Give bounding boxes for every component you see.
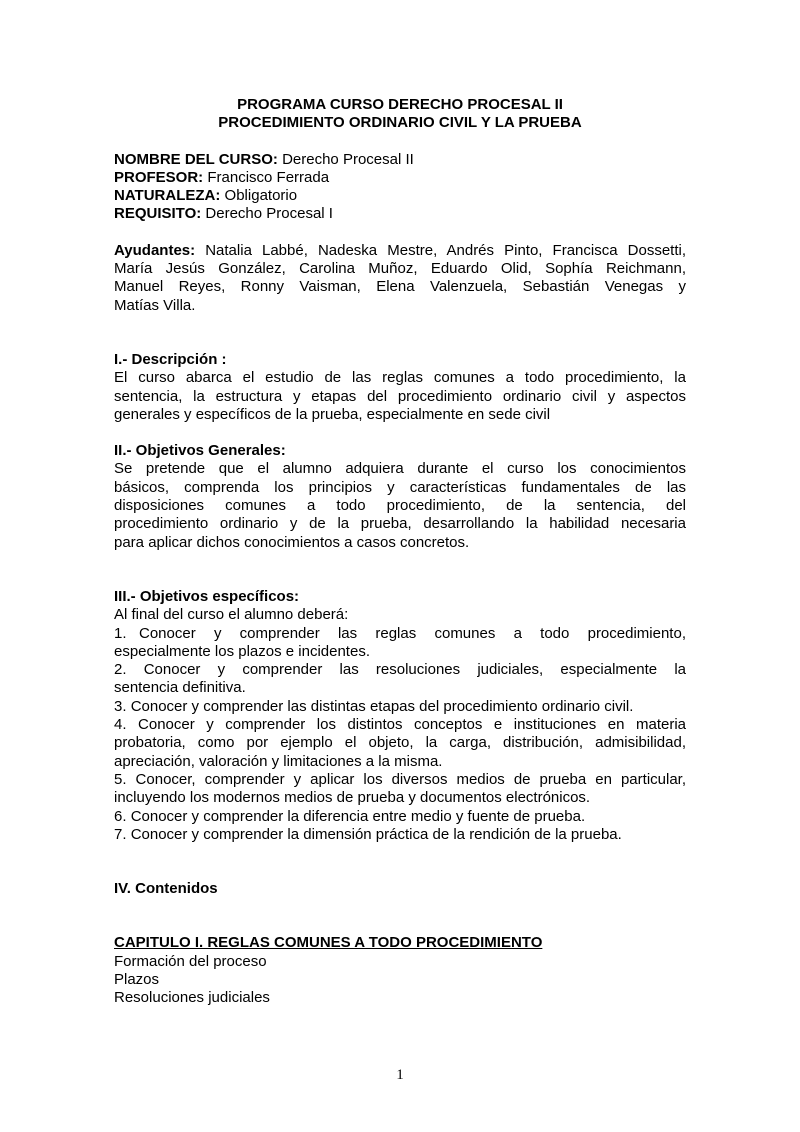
item-number: 7. — [114, 825, 127, 843]
field-value: Francisco Ferrada — [207, 168, 330, 186]
assistants-line: Matías Villa. — [114, 296, 196, 314]
chapter-topic: Formación del proceso — [114, 952, 267, 970]
item-text: Conocer y comprender las reglas comunes a todo procedimiento, — [139, 624, 686, 642]
paragraph-line: procedimiento ordinario y de la prueba, desarrollando la habilidad necesaria — [114, 515, 686, 533]
objective-item — [114, 826, 686, 844]
objective-item — [114, 625, 686, 662]
field-label: PROFESOR: — [114, 168, 204, 186]
paragraph-line: generales y específicos de la prueba, especialmente en sede civil — [114, 405, 551, 423]
page-number: 1 — [396, 1067, 404, 1083]
section-heading: I.- Descripción : — [114, 350, 227, 368]
item-text: Conocer y comprender los distintos conceptos e instituciones en materia — [138, 716, 686, 734]
field-value: Obligatorio — [224, 187, 298, 205]
item-text: probatoria, como por ejemplo el objeto, la carga, distribución, admisibilidad, — [114, 734, 686, 752]
objective-item — [114, 661, 686, 698]
assistants-line: María Jesús González, Carolina Muñoz, Eduardo Olid, Sophía Reichmann, — [114, 260, 686, 278]
field-label: NATURALEZA: — [114, 187, 221, 205]
item-number: 2. — [114, 661, 127, 679]
item-number: 1. — [114, 624, 127, 642]
title-line-2: PROCEDIMIENTO ORDINARIO CIVIL Y LA PRUEBA — [218, 114, 582, 132]
objective-item — [114, 771, 686, 808]
requirement-row — [114, 205, 686, 223]
nature-row — [114, 187, 686, 205]
section-heading: II.- Objetivos Generales: — [114, 442, 286, 460]
field-label: REQUISITO: — [114, 205, 202, 223]
course-name-row — [114, 151, 686, 169]
document-page — [114, 96, 686, 1008]
item-text: Conocer, comprender y aplicar los diversos medios de prueba en particular, — [135, 770, 686, 788]
assistants-label: Ayudantes: — [114, 241, 196, 259]
assistants-line: Natalia Labbé, Nadeska Mestre, Andrés Pinto, Francisca Dossetti, — [205, 241, 686, 259]
item-text: sentencia definitiva. — [114, 679, 246, 697]
item-number: 5. — [114, 770, 127, 788]
item-text: Conocer y comprender la dimensión práctica de la rendición de la prueba. — [130, 825, 622, 843]
field-value: Derecho Procesal II — [282, 150, 414, 168]
item-number: 6. — [114, 807, 127, 825]
title-line-1: PROGRAMA CURSO DERECHO PROCESAL II — [237, 96, 563, 113]
chapter-topic: Resoluciones judiciales — [114, 989, 270, 1007]
chapter-title: CAPITULO I. REGLAS COMUNES A TODO PROCEDIMIENTO — [114, 934, 543, 952]
field-label: NOMBRE DEL CURSO: — [114, 150, 278, 168]
paragraph-line: El curso abarca el estudio de las reglas comunes a todo procedimiento, la — [114, 369, 686, 387]
paragraph-line: para aplicar dichos conocimientos a casos concretos. — [114, 533, 470, 551]
section-contents — [114, 880, 686, 1007]
paragraph-line: básicos, comprenda los principios y características fundamentales de las — [114, 478, 686, 496]
item-number: 3. — [114, 697, 127, 715]
objective-item — [114, 808, 686, 826]
professor-row — [114, 169, 686, 187]
field-value: Derecho Procesal I — [205, 205, 333, 223]
course-info — [114, 151, 686, 224]
chapter-topic: Plazos — [114, 970, 160, 988]
assistants-paragraph — [114, 242, 686, 315]
item-text: Conocer y comprender las distintas etapas del procedimiento ordinario civil. — [130, 697, 634, 715]
item-text: apreciación, valoración y limitaciones a la misma. — [114, 752, 443, 770]
item-text: Conocer y comprender las resoluciones judiciales, especialmente la — [143, 661, 686, 679]
item-number: 4. — [114, 716, 127, 734]
item-text: Conocer y comprender la diferencia entre medio y fuente de prueba. — [130, 807, 586, 825]
objective-item — [114, 716, 686, 771]
section-heading: IV. Contenidos — [114, 880, 218, 898]
paragraph-line: Se pretende que el alumno adquiera durante el curso los conocimientos — [114, 460, 686, 478]
section-heading: III.- Objetivos específicos: — [114, 587, 300, 605]
section-description — [114, 351, 686, 424]
objective-item — [114, 698, 686, 716]
assistants-line: Manuel Reyes, Ronny Vaisman, Elena Valenzuela, Sebastián Venegas y — [114, 278, 686, 296]
section-general-objectives — [114, 442, 686, 552]
section-specific-objectives — [114, 588, 686, 844]
section-intro: Al final del curso el alumno deberá: — [114, 606, 349, 624]
document-title — [114, 96, 686, 133]
item-text: incluyendo los modernos medios de prueba y documentos electrónicos. — [114, 789, 591, 807]
item-text: especialmente los plazos e incidentes. — [114, 642, 370, 660]
paragraph-line: sentencia, la estructura y etapas del procedimiento ordinario civil y aspectos — [114, 387, 686, 405]
paragraph-line: disposiciones comunes a todo procedimiento, de la sentencia, del — [114, 497, 686, 515]
